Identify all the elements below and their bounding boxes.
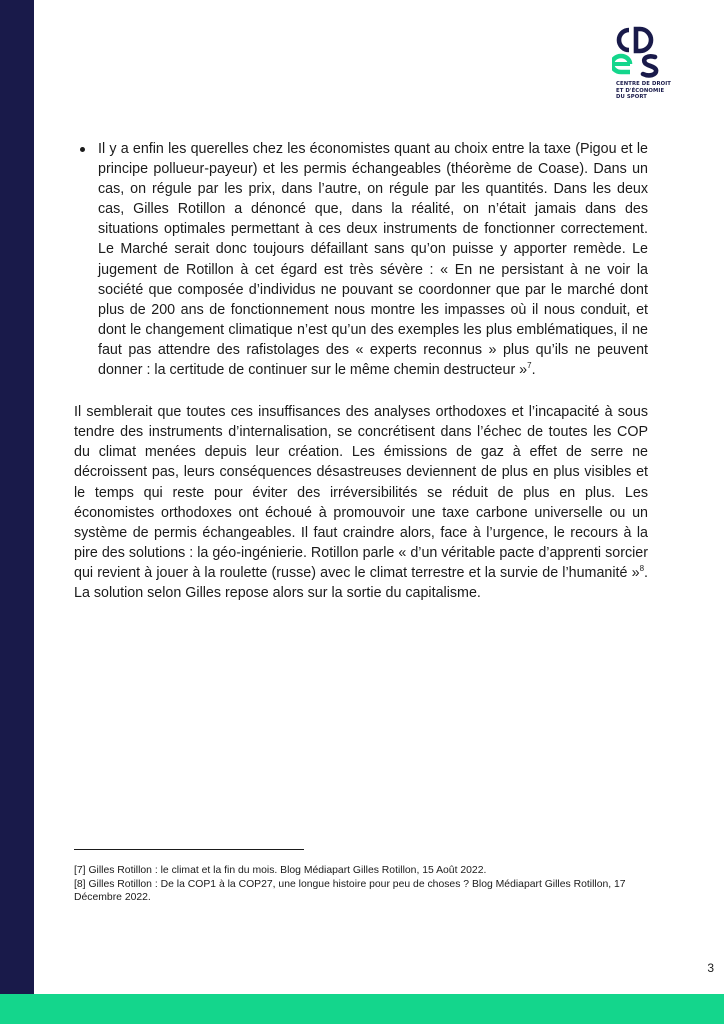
bullet-list-item bbox=[74, 139, 648, 380]
bottom-accent-bar bbox=[0, 994, 724, 1024]
cdes-monogram-icon bbox=[612, 26, 676, 78]
paragraph-text: Il semblerait que toutes ces insuffisances des analyses orthodoxes et l’incapacité à sous tendre des instruments d’internalisation, se concrétisent dans l’échec de toutes les COP du climat menées depuis leur création. Les émissions de gaz à effet de serre ne décroissent pas, leurs conséquences désastreuses deviennent de plus en plus visibles et le temps qui reste pour éviter des irréversibilités se réduit de plus en plus. Les économistes orthodoxes ont échoué à promouvoir une taxe carbone universelle ou un système de permis échangeables. Il faut craindre alors, face à l’urgence, le recours à la pire des solutions : la géo-ingénierie. Rotillon parle « d’un véritable pacte d’apprenti sorcier qui revient à jouer à la roulette (russe) avec le climat terrestre et la survie de l’humanité » bbox=[74, 404, 648, 581]
logo-tagline-line: ET D'ÉCONOMIE bbox=[616, 87, 665, 94]
main-content bbox=[74, 139, 648, 603]
paragraph-text-end: . La solution selon Gilles repose alors sur la sortie du capitalisme. bbox=[74, 564, 648, 601]
cdes-logo bbox=[612, 26, 708, 106]
bullet-paragraph bbox=[98, 139, 648, 380]
footnote-7: [7] Gilles Rotillon : le climat et la fin du mois. Blog Médiapart Gilles Rotillon, 15 Août 2022. bbox=[74, 865, 487, 876]
footnote-divider bbox=[74, 849, 304, 850]
left-sidebar-bar bbox=[0, 0, 34, 1024]
footnote-ref-7[interactable]: 7 bbox=[527, 361, 532, 371]
bullet-text: Il y a enfin les querelles chez les économistes quant au choix entre la taxe (Pigou et le principe pollueur-payeur) et les permis échangeables (théorème de Coase). Dans un cas, on régule par les prix, dans l’autre, on régule par les quantités. Dans les deux cas, Gilles Rotillon a dénoncé que, dans la réalité, on n’était jamais dans des situations optimales permettant à ces deux instruments de fonctionner correctement. Le Marché serait donc toujours défaillant sans qu’on puisse y apporter remède. Le jugement de Rotillon à cet égard est très sévère : « En ne persistant à ne voir la société que composée d’individus ne pouvant se coordonner que par le marché dont plus de 200 ans de fonctionnement nous montre les impasses où il nous conduit, et dont le changement climatique n’est qu’un des exemples les plus emblématiques, il ne faut pas attendre des rafistolages des « experts reconnus » plus qu’ils ne peuvent donner : la certitude de continuer sur le même chemin destructeur » bbox=[98, 141, 648, 379]
bullet-text-end: . bbox=[531, 362, 536, 379]
page-number: 3 bbox=[707, 961, 714, 975]
body-paragraph bbox=[74, 402, 648, 603]
footnote-ref-8[interactable]: 8 bbox=[639, 563, 645, 573]
footnotes bbox=[74, 864, 654, 905]
footnote-8: [8] Gilles Rotillon : De la COP1 à la COP27, une longue histoire pour peu de choses ? Blog Médiapart Gilles Rotillon, 17 Décembre 2022. bbox=[74, 878, 626, 904]
bullet-dot-icon bbox=[80, 147, 85, 152]
logo-tagline-line: CENTRE DE DROIT bbox=[616, 81, 672, 87]
logo-tagline bbox=[616, 81, 708, 101]
logo-tagline-line: DU SPORT bbox=[616, 94, 647, 101]
